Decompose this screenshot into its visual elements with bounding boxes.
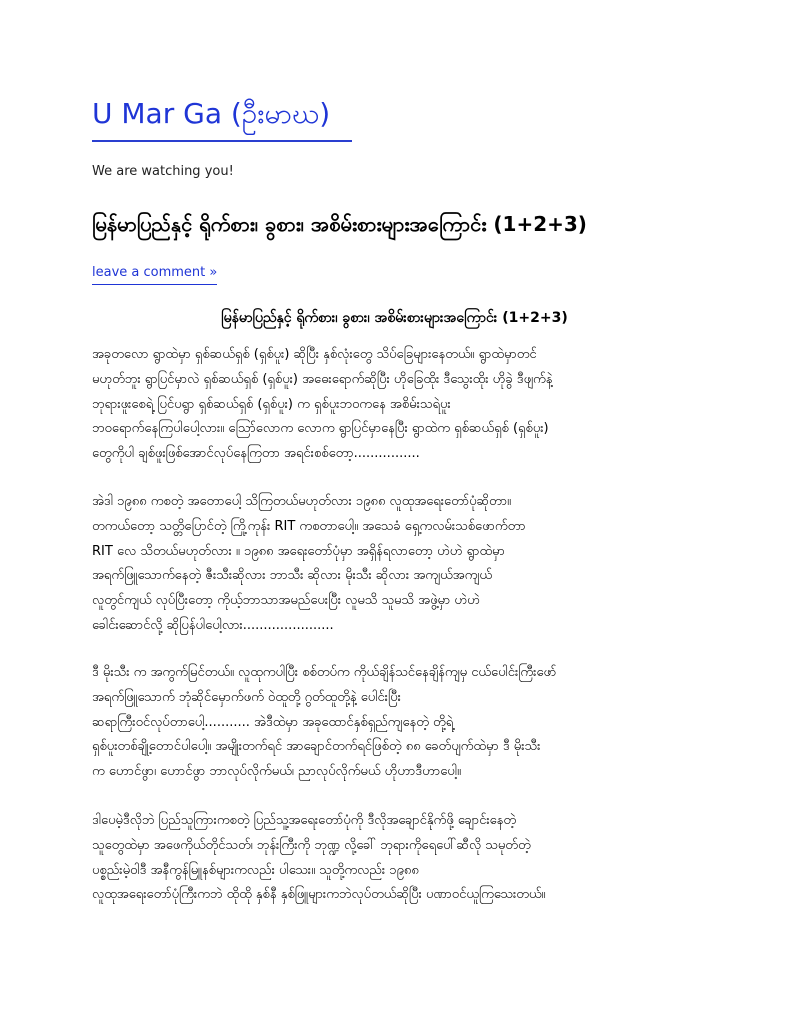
paragraph-line: ရှစ်ပူးတစ်ချို့တောင်ပါပေါ့။ အမျိုးတက်ရင် အာချောင်တက်ရင်ဖြစ်တဲ့ ၈၈ ခေတ်ပျက်ထဲမှာ ဒီ မိုးသီး bbox=[92, 739, 541, 755]
paragraph-line: ပစ္စည်းမဲ့ဝါဒီ အနီကွန်မြူနစ်များကလည်း ပါသေး။ သူတို့ကလည်း ၁၉၈၈ bbox=[92, 862, 419, 878]
article-paragraph-1 bbox=[92, 343, 712, 467]
paragraph-line: တွေကိုပါ ချစ်ဖူးဖြစ်အောင်လုပ်နေကြတာ အရင်းစစ်တော့................ bbox=[92, 446, 420, 462]
leave-comment-link[interactable]: leave a comment » bbox=[92, 264, 217, 285]
blog-title-link[interactable]: U Mar Ga (ဦးမာဃ) bbox=[92, 92, 352, 142]
article-paragraph-2 bbox=[92, 490, 712, 639]
paragraph-line: ဒီ မိုးသီး က အကွက်မြင်တယ်။ လူထုကပါပြီး စစ်တပ်က ကိုယ်ချိန်သင်နေချိန်ကျမှ ငယ်ပေါင်းကြီးဖော် bbox=[92, 665, 557, 680]
paragraph-line: အဲဒါ ၁၉၈၈ ကစတဲ့ အတောပေါ့ သိကြတယ်မဟုတ်လား ၁၉၈၈ လူထုအရေးတော်ပုံဆိုတာ။ bbox=[92, 494, 511, 509]
paragraph-line: ဘုရားဖူးစေရဲ့ ပြင်ပရွာ ရှစ်ဆယ်ရှစ် (ရှစ်ပူး) က ရှစ်ပူးဘဝကနေ အစိမ်းသရဲပူး bbox=[92, 396, 451, 412]
paragraph-line: ဘဝရောက်နေကြပါပေါ့လား။ ဩော်လောက လောက ရွာပြင်မှာနေပြီး ရွာထဲက ရှစ်ဆယ်ရှစ် (ရှစ်ပူး) bbox=[92, 421, 549, 437]
paragraph-line: အခုတလော ရွာထဲမှာ ရှစ်ဆယ်ရှစ် (ရှစ်ပူး) ဆိုပြီး နှစ်လုံးတွေ သိပ်ခြေများနေတယ်။ ရွာထဲမှာတင် bbox=[92, 347, 537, 362]
paragraph-line: သူတွေထဲမှာ အဖေကိုယ်တိုင်သတ်၊ ဘုန်းကြီးကို ဘုဏ္ဍ လို့ခေါ် ဘုရားကိုရေပေါ်ဆီလို သမုတ်တဲ့ bbox=[92, 837, 531, 853]
paragraph-line: လူတွင်ကျယ် လုပ်ပြီးတော့ ကိုယ့်ဘာသာအမည်ပေးပြီး လူမသိ သူမသိ အဖွဲ့မှာ ဟဲဟဲ bbox=[92, 593, 480, 609]
paragraph-line: ခေါင်းဆောင်လို့ ဆိုပြန်ပါပေါ့လား...................... bbox=[92, 617, 334, 633]
paragraph-line: အရက်ဖြူသောက်နေတဲ့ ဇီးသီးဆိုလား ဘာသီး ဆိုလား မိုးသီး ဆိုလား အကျယ်အကျယ် bbox=[92, 568, 492, 584]
paragraph-line: RIT လေ သိတယ်မဟုတ်လား ။ ၁၉၈၈ အရေးတော်ပုံမှာ အရှိန်ရလာတော့ ဟဲဟဲ ရွာထဲမှာ bbox=[92, 543, 505, 559]
paragraph-line: မဟုတ်ဘူး ရွာပြင်မှာလဲ ရှစ်ဆယ်ရှစ် (ရှစ်ပူး) အဓေးရောက်ဆိုပြီး ဟိုခြေထိုး ဒီသွေးထိုး ဟိုခွဲ ဒီဖျက်နဲ့ bbox=[92, 371, 553, 387]
paragraph-line: လူထုအရေးတော်ပုံကြီးကဘဲ ထိုထို နှစ်နီ နှစ်ဖြူများကဘဲလုပ်တယ်ဆိုပြီး ပဏာဝင်ယူကြသေးတယ်။ bbox=[92, 887, 546, 903]
paragraph-line: ဒါပေမဲ့ဒီလိုဘဲ ပြည်သူကြားကစတဲ့ ပြည်သူ့အရေးတော်ပုံကို ဒီလိုအချောင်နိုက်ဖို့ ချောင်းနေတဲ့ bbox=[92, 813, 517, 828]
blog-tagline: We are watching you! bbox=[92, 164, 234, 179]
article-heading: မြန်မာပြည်နှင့် ရိုက်စား၊ ခွစား၊ အစိမ်းစားများအကြောင်း (1+2+3) bbox=[221, 310, 568, 326]
paragraph-line: က ဟောင်ဖွာ၊ ဟောင်ဖွာ ဘာလုပ်လိုက်မယ်၊ ညာလုပ်လိုက်မယ် ဟိုဟာဒီဟာပေါ့။ bbox=[92, 764, 461, 780]
paragraph-line: ဆရာကြီးဝင်လုပ်တာပေါ့........... အဲဒီထဲမှာ အခုထောင်နှစ်ရှည်ကျနေတဲ့ တို့ရဲ့ bbox=[92, 714, 454, 730]
paragraph-line: တကယ်တော့ သတ္တိပြောင်တဲ့ ကြို့ကုန်း RIT ကစတာပေါ့။ အသေခံ ရှေ့ကလမ်းသစ်ဖောက်တာ bbox=[92, 518, 526, 534]
article-paragraph-3 bbox=[92, 661, 712, 785]
article-paragraph-4 bbox=[92, 809, 712, 908]
paragraph-line: အရက်ဖြူသောက် ဘုံဆိုင်မှောက်ဖက် ဝဲထူတို့ ဂွတ်ထူတို့နဲ့ ပေါင်းပြီး bbox=[92, 689, 401, 705]
post-title: မြန်မာပြည်နှင့် ရိုက်စား၊ ခွစား၊ အစိမ်းစားများအကြောင်း (1+2+3) bbox=[92, 212, 587, 236]
